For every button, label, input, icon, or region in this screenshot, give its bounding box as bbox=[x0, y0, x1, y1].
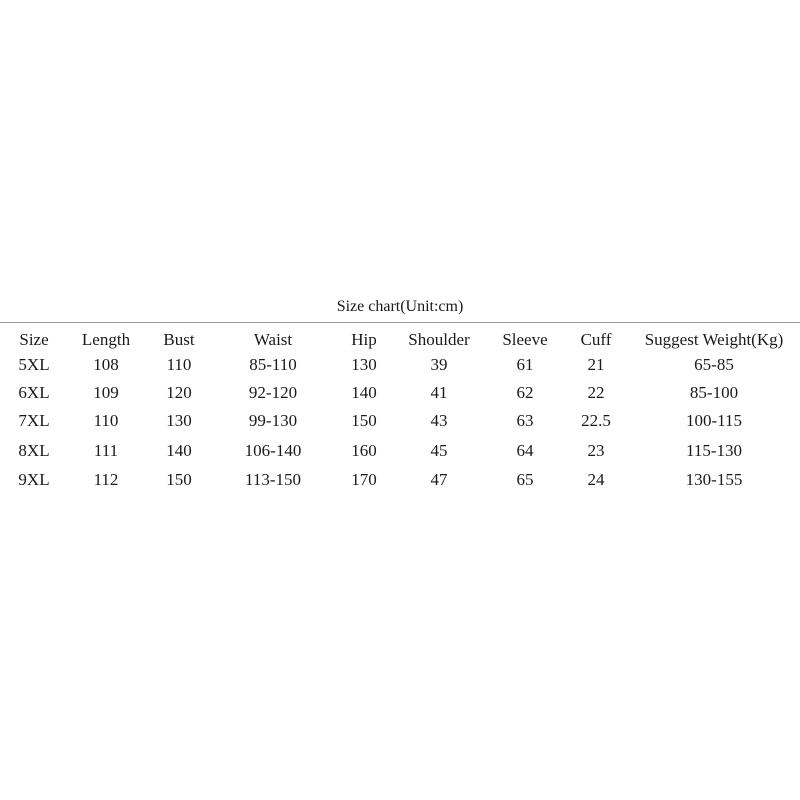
header-sleeve: Sleeve bbox=[502, 330, 548, 349]
cell-bust: 150 bbox=[166, 470, 192, 489]
size-table bbox=[0, 328, 800, 503]
cell-waist: 113-150 bbox=[244, 470, 302, 489]
cell-cuff: 22 bbox=[587, 383, 605, 402]
header-waist: Waist bbox=[253, 330, 293, 349]
cell-hip: 130 bbox=[351, 355, 377, 374]
header-cuff: Cuff bbox=[580, 330, 612, 349]
cell-bust: 130 bbox=[166, 411, 192, 430]
header-bust: Bust bbox=[163, 330, 195, 349]
header-length: Length bbox=[81, 330, 131, 349]
cell-size: 7XL bbox=[18, 411, 50, 430]
cell-bust: 140 bbox=[166, 441, 192, 460]
cell-sleeve: 63 bbox=[516, 411, 534, 430]
cell-suggest-weight: 65-85 bbox=[694, 355, 734, 374]
cell-waist: 85-110 bbox=[249, 355, 297, 374]
cell-suggest-weight: 100-115 bbox=[685, 411, 743, 430]
cell-waist: 106-140 bbox=[244, 441, 302, 460]
cell-length: 109 bbox=[93, 383, 119, 402]
cell-size: 9XL bbox=[18, 470, 50, 489]
cell-suggest-weight: 115-130 bbox=[685, 441, 743, 460]
cell-cuff: 24 bbox=[587, 470, 605, 489]
table-row bbox=[0, 353, 800, 377]
cell-suggest-weight: 130-155 bbox=[685, 470, 743, 489]
size-chart-title: Size chart(Unit:cm) bbox=[336, 298, 464, 315]
cell-size: 6XL bbox=[18, 383, 50, 402]
cell-sleeve: 62 bbox=[516, 383, 534, 402]
header-suggest-weight: Suggest Weight(Kg) bbox=[644, 330, 784, 349]
cell-length: 110 bbox=[93, 411, 119, 430]
table-row bbox=[0, 409, 800, 433]
cell-sleeve: 65 bbox=[516, 470, 534, 489]
cell-cuff: 23 bbox=[587, 441, 605, 460]
cell-shoulder: 45 bbox=[430, 441, 448, 460]
table-row bbox=[0, 381, 800, 405]
header-size: Size bbox=[19, 330, 49, 349]
cell-hip: 170 bbox=[351, 470, 377, 489]
header-shoulder: Shoulder bbox=[408, 330, 470, 349]
header-row bbox=[0, 328, 800, 352]
cell-hip: 150 bbox=[351, 411, 377, 430]
cell-bust: 120 bbox=[166, 383, 192, 402]
table-row bbox=[0, 439, 800, 463]
cell-waist: 99-130 bbox=[248, 411, 298, 430]
cell-size: 5XL bbox=[18, 355, 50, 374]
cell-hip: 160 bbox=[351, 441, 377, 460]
cell-sleeve: 64 bbox=[516, 441, 534, 460]
cell-suggest-weight: 85-100 bbox=[689, 383, 739, 402]
cell-length: 108 bbox=[93, 355, 119, 374]
cell-length: 112 bbox=[93, 470, 119, 489]
cell-shoulder: 43 bbox=[430, 411, 448, 430]
cell-waist: 92-120 bbox=[248, 383, 298, 402]
cell-shoulder: 39 bbox=[430, 355, 448, 374]
cell-size: 8XL bbox=[18, 441, 50, 460]
cell-length: 111 bbox=[93, 441, 119, 460]
title-divider bbox=[0, 322, 800, 323]
cell-bust: 110 bbox=[166, 355, 192, 374]
cell-cuff: 21 bbox=[587, 355, 605, 374]
cell-cuff: 22.5 bbox=[581, 411, 611, 430]
cell-shoulder: 47 bbox=[430, 470, 448, 489]
table-row bbox=[0, 468, 800, 492]
header-hip: Hip bbox=[351, 330, 377, 349]
cell-sleeve: 61 bbox=[516, 355, 534, 374]
cell-hip: 140 bbox=[351, 383, 377, 402]
cell-shoulder: 41 bbox=[430, 383, 448, 402]
